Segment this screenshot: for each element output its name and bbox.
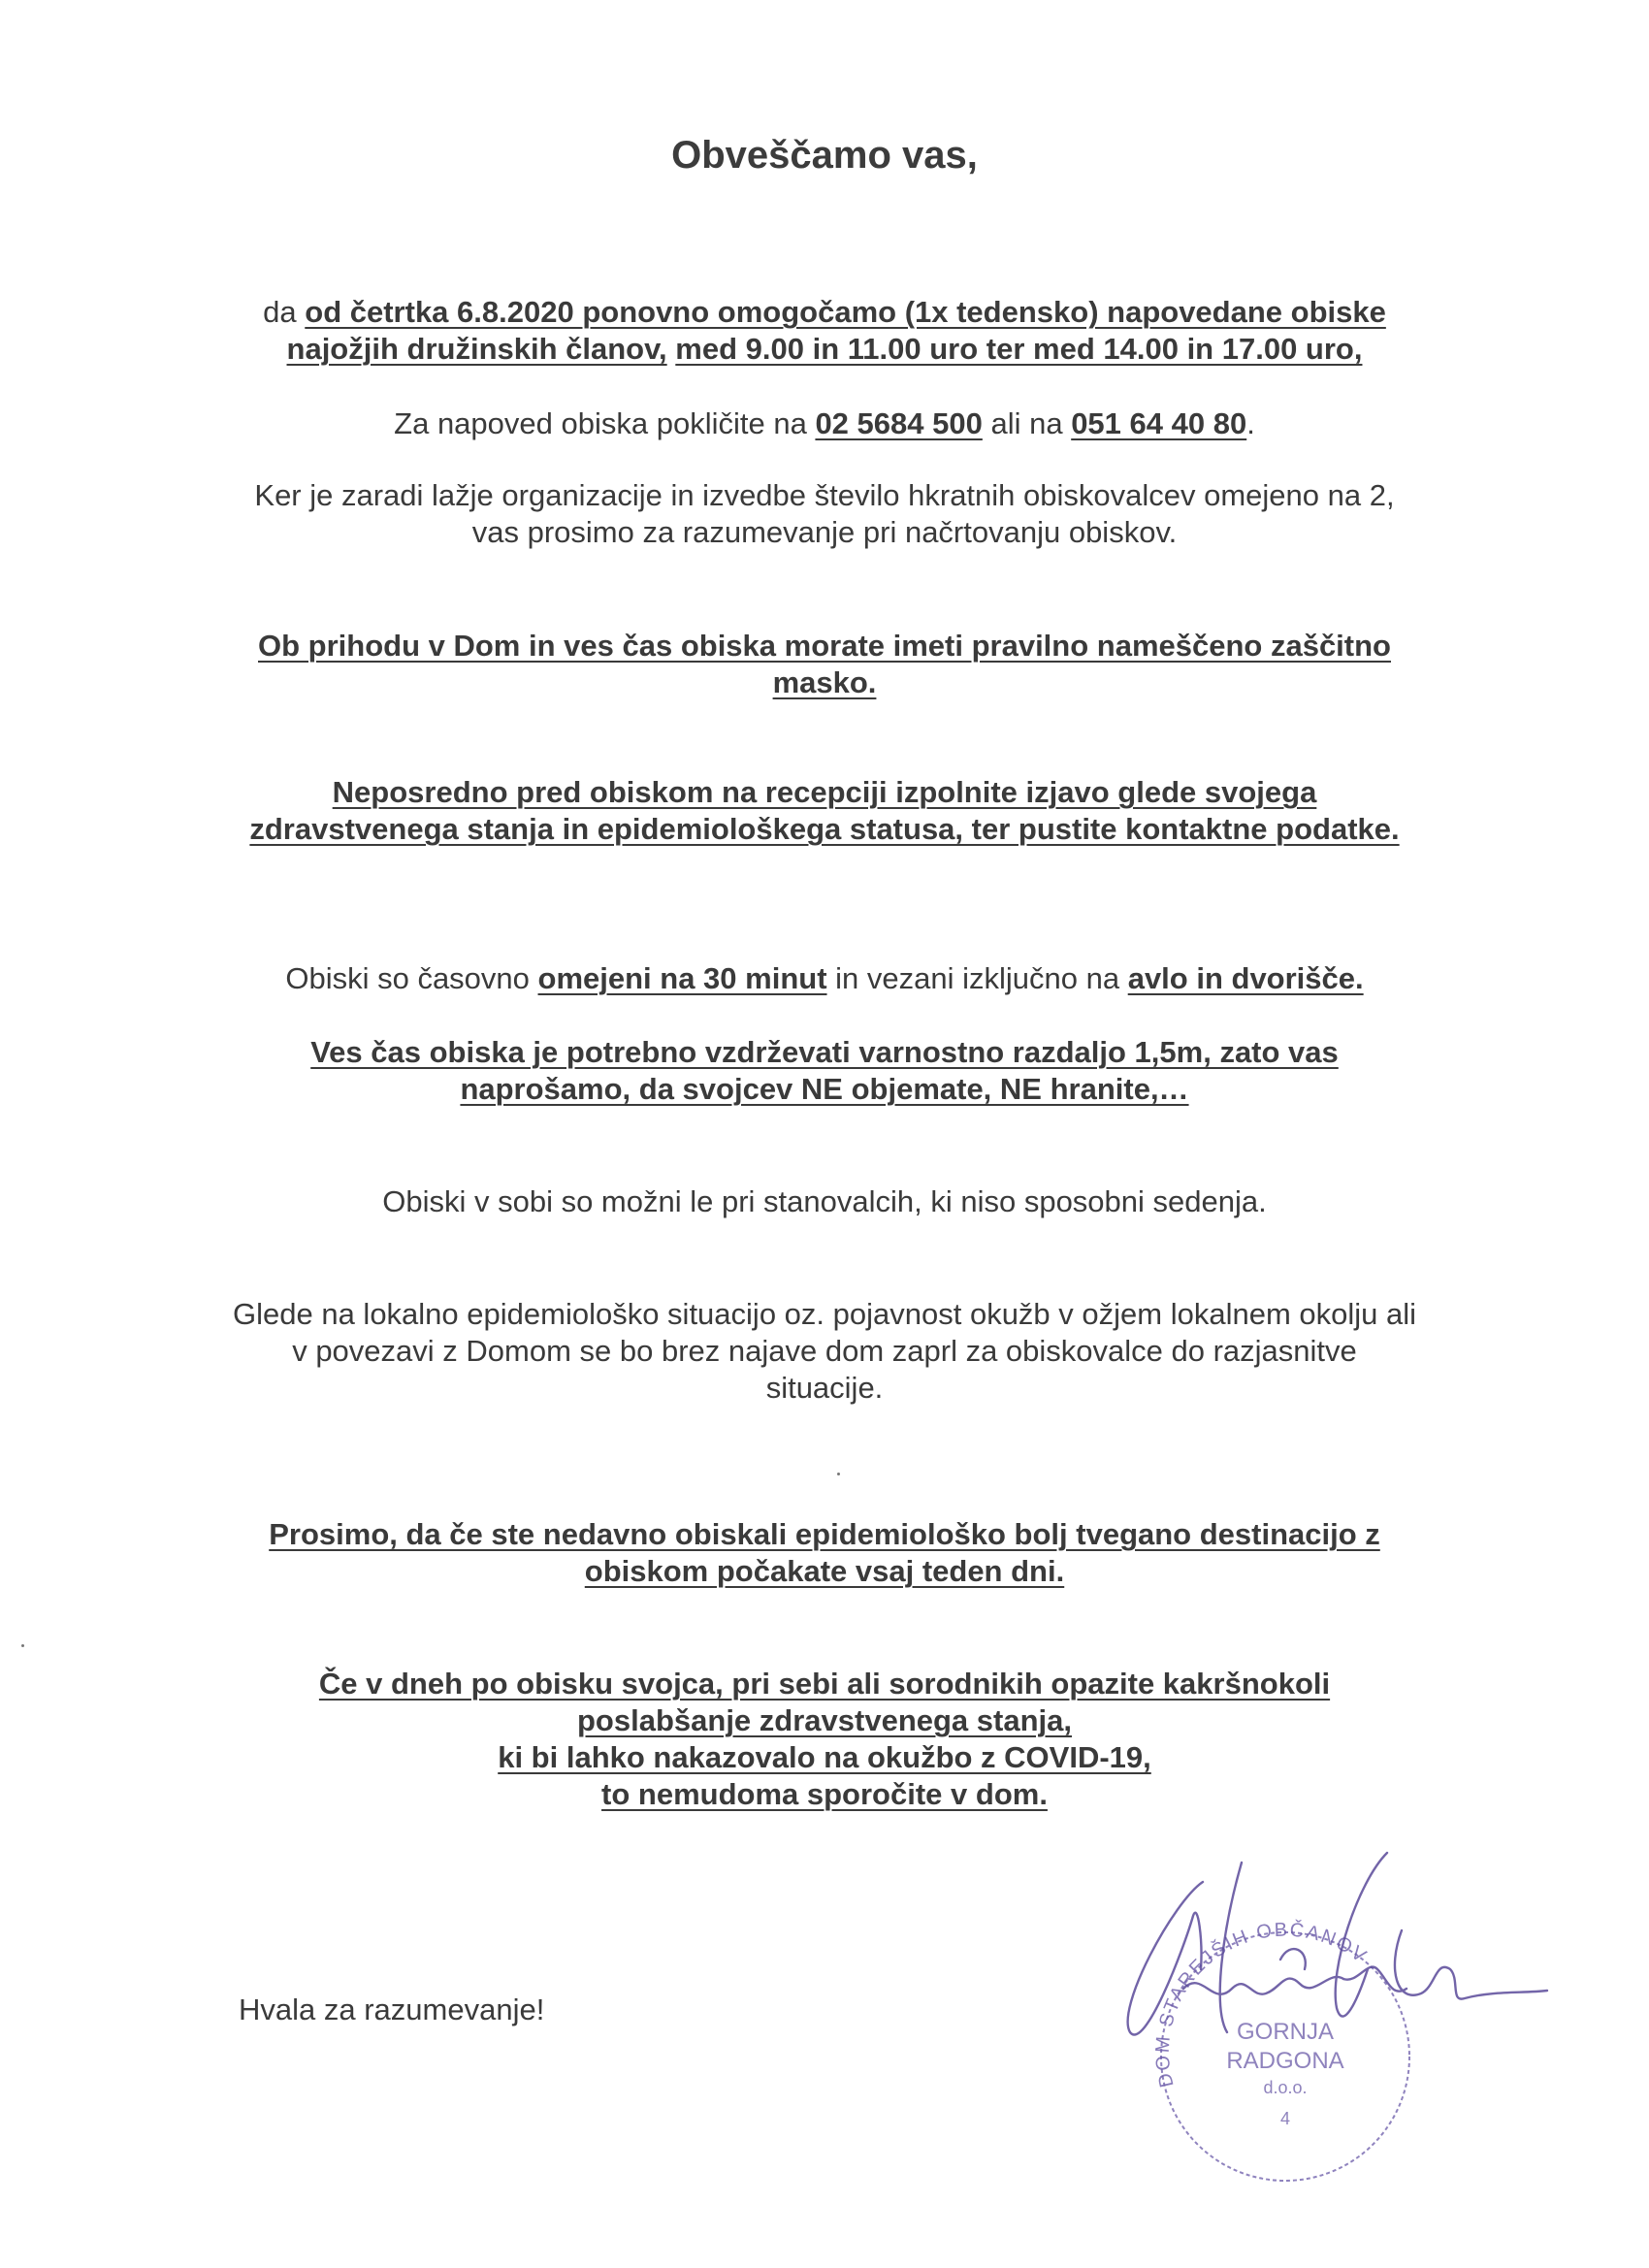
stamp-line-4: 4 (1279, 2109, 1291, 2128)
stamp-line-2: RADGONA (1226, 2048, 1344, 2074)
paragraph-declaration: Neposredno pred obiskom na recepciji izpolnite izjavo glede svojega zdravstvenega stanja in epidemiološkega statusa, ter pustite kontaktne podatke. (249, 775, 1400, 846)
paragraph-risky-destination: Prosimo, da če ste nedavno obiskali epidemiološko bolj tvegano destinacijo z obiskom počakate vsaj teden dni. (269, 1517, 1380, 1588)
paragraph-phone: Za napoved obiska pokličite na 02 5684 500 ali na 051 64 40 80. (394, 406, 1255, 440)
stamp-signature-graphic (1067, 1824, 1610, 2251)
closing-text: Hvala za razumevanje! (239, 1993, 545, 2026)
paragraph-room-visits: Obiski v sobi so možni le pri stanovalcih, ki niso sposobni sedenja. (382, 1184, 1267, 1218)
paragraph-local-situation: Glede na lokalno epidemiološko situacijo oz. pojavnost okužb v ožjem lokalnem okolju ali v povezavi z Domom se bo brez najave dom zaprl za obiskovalce do razjasnitve situacije. (233, 1297, 1417, 1405)
phone-number-1: 02 5684 500 (815, 406, 983, 440)
scan-speck (837, 1473, 840, 1475)
stamp-line-3: d.o.o. (1263, 2078, 1308, 2097)
paragraph-time-limit: Obiski so časovno omejeni na 30 minut in vezani izključno na avlo in dvorišče. (285, 961, 1364, 995)
paragraph-mask: Ob prihodu v Dom in ves čas obiska morate imeti pravilno nameščeno zaščitno masko. (258, 629, 1391, 699)
stamp-line-1: GORNJA (1236, 2019, 1335, 2045)
document-title: Obveščamo vas, (671, 134, 978, 177)
phone-number-2: 051 64 40 80 (1071, 406, 1247, 440)
signature-stamp-area (1067, 1824, 1610, 2251)
scan-speck (21, 1644, 24, 1647)
intro-text: da (263, 295, 306, 329)
location-text: avlo in dvorišče. (1127, 961, 1364, 995)
paragraph-distance: Ves čas obiska je potrebno vzdrževati varnostno razdaljo 1,5m, zato vas naprošamo, da svojcev NE objemate, NE hranite,… (310, 1035, 1339, 1106)
paragraph-covid-report: Če v dneh po obisku svojca, pri sebi ali sorodnikih opazite kakršnokoli poslabšanje zdravstvenega stanja, ki bi lahko nakazovalo na okužbo z COVID-19, to nemudoma sporočite v dom. (318, 1667, 1331, 1811)
paragraph-visitor-limit: Ker je zaradi lažje organizacije in izvedbe število hkratnih obiskovalcev omejeno na 2, vas prosimo za razumevanje pri načrtovanju obiskov. (254, 478, 1395, 549)
paragraph-visit-dates (233, 294, 1416, 368)
visit-start-text: od četrtka 6.8.2020 ponovno omogočamo (1x tedensko) napovedane obiske najožjih družinskih članov, (286, 295, 1386, 366)
stamp-ring-text: DOM STAREJŠIH OBČANOV (1151, 1919, 1372, 2090)
time-limit-text: omejeni na 30 minut (537, 961, 827, 995)
visit-hours-text: med 9.00 in 11.00 uro ter med 14.00 in 17.00 uro, (675, 332, 1363, 366)
